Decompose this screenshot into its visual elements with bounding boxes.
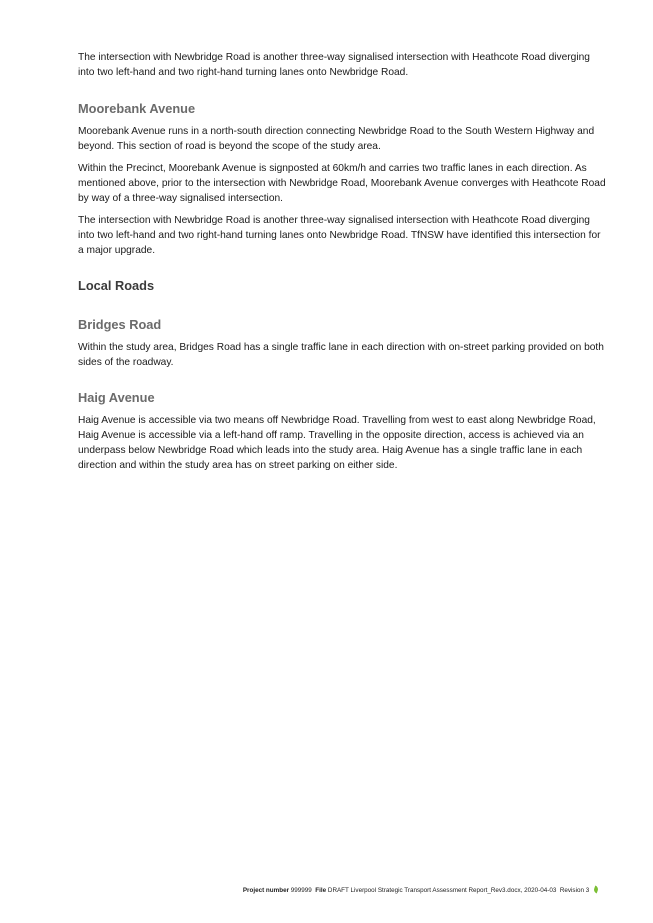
- moorebank-paragraph-2: Within the Precinct, Moorebank Avenue is signposted at 60km/h and carries two traffic lanes in each direction. As mentioned above, prior to the intersection with Newbridge Road, Moorebank Avenue converges with Heathcote Road by way of a three-way signalised intersection.: [78, 163, 606, 204]
- bridges-road-heading: Bridges Road: [78, 317, 162, 332]
- local-roads-heading: Local Roads: [78, 278, 155, 293]
- haig-avenue-heading: Haig Avenue: [78, 390, 155, 405]
- project-number-label: Project number: [242, 887, 290, 894]
- intro-paragraph: The intersection with Newbridge Road is another three-way signalised intersection with Heathcote Road diverging into two left-hand and two right-hand turning lanes onto Newbridge Road.: [78, 52, 590, 78]
- moorebank-paragraph-1: Moorebank Avenue runs in a north-south direction connecting Newbridge Road to the South Western Highway and beyond. This section of road is beyond the scope of the study area.: [78, 126, 595, 152]
- leaf-icon: [593, 886, 599, 894]
- moorebank-paragraph-3: The intersection with Newbridge Road is another three-way signalised intersection with Heathcote Road diverging into two left-hand and two right-hand turning lanes onto Newbridge Road. TfNSW have identified this intersection for a major upgrade.: [78, 215, 601, 256]
- revision-value: 3: [585, 887, 590, 894]
- haig-avenue-paragraph: Haig Avenue is accessible via two means off Newbridge Road. Travelling from west to east along Newbridge Road, Haig Avenue is accessible via a left-hand off ramp. Travelling in the opposite direction, access is achieved via an underpass below Newbridge Road which leads into the study area. Haig Avenue has a single traffic lane in each direction and within the study area has on street parking on either side.: [78, 415, 596, 471]
- page-footer: [0, 886, 598, 895]
- file-value: DRAFT Liverpool Strategic Transport Assessment Report_Rev3.docx, 2020-04-03: [327, 887, 557, 894]
- revision-label: Revision: [559, 887, 584, 894]
- moorebank-avenue-heading: Moorebank Avenue: [78, 101, 196, 116]
- document-body: [78, 50, 608, 480]
- bridges-road-paragraph: Within the study area, Bridges Road has a single traffic lane in each direction with on-street parking provided on both sides of the roadway.: [78, 342, 604, 368]
- project-number-value: 999999: [290, 887, 312, 894]
- file-label: File: [315, 887, 327, 894]
